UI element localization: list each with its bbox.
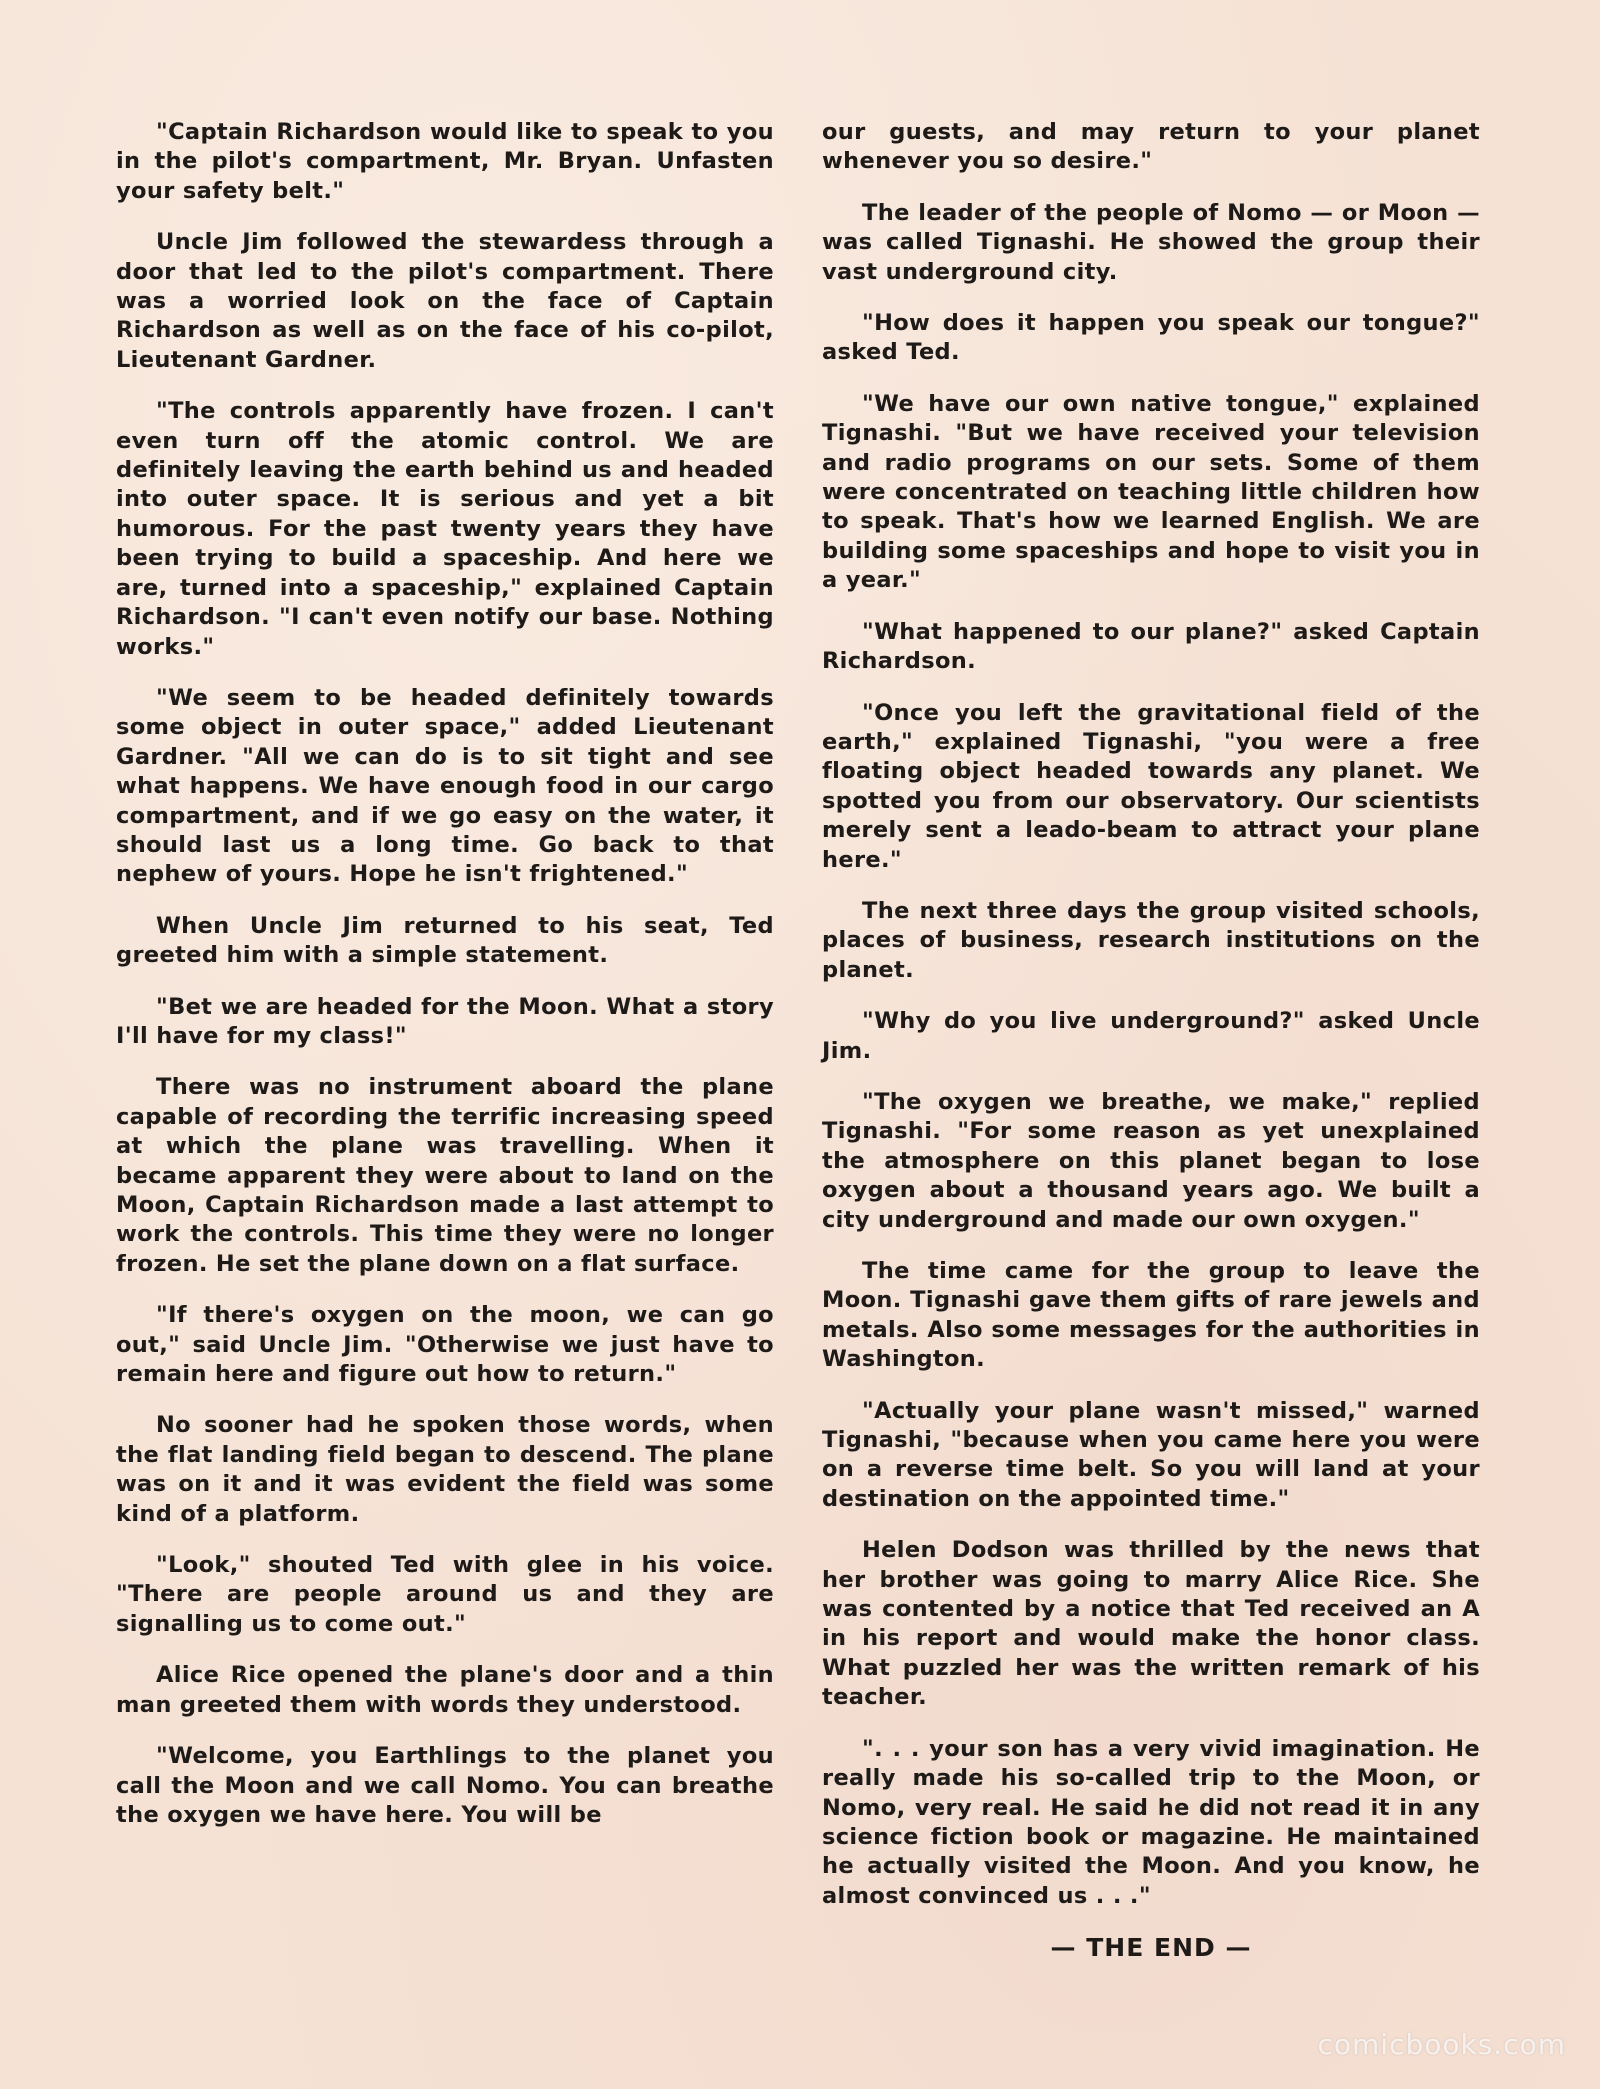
paragraph: "What happened to our plane?" asked Captain Richardson. xyxy=(822,618,1480,675)
paragraph: "We have our own native tongue," explained Tignashi. "But we have received your television and radio programs on our sets. Some of them were concentrated on teaching little children how to speak. That's how we learned English. We are building some spaceships and hope to visit you in a year." xyxy=(822,390,1480,594)
paragraph: "Bet we are headed for the Moon. What a story I'll have for my class!" xyxy=(116,993,774,1049)
paragraph: When Uncle Jim returned to his seat, Ted greeted him with a simple statement. xyxy=(116,912,774,969)
paragraph: The next three days the group visited schools, places of business, research institutions on the planet. xyxy=(822,897,1480,983)
paragraph-continued: our guests, and may return to your planet whenever you so desire." xyxy=(822,119,1480,175)
paragraph: Alice Rice opened the plane's door and a thin man greeted them with words they understood. xyxy=(116,1662,774,1718)
site-watermark: comicbooks.com xyxy=(1317,2028,1566,2061)
paragraph: "Why do you live underground?" asked Uncle Jim. xyxy=(822,1008,1480,1064)
paragraph: "Welcome, you Earthlings to the planet you call the Moon and we call Nomo. You can breathe the oxygen we have here. You will be xyxy=(116,1743,774,1828)
paragraph: "Actually your plane wasn't missed," warned Tignashi, "because when you came here you were on a reverse time belt. So you will land at your destination on the appointed time." xyxy=(822,1397,1480,1512)
paragraph: ". . . your son has a very vivid imagination. He really made his so-called trip to the Moon, or Nomo, very real. He said he did not read it in any science fiction book or magazine. He maintained he actually visited the Moon. And you know, he almost convinced us . . ." xyxy=(822,1735,1480,1909)
paragraph: "Once you left the gravitational field of the earth," explained Tignashi, "you were a free floating object headed towards any planet. We spotted you from our observatory. Our scientists merely sent a leado-beam to attract your plane here." xyxy=(822,699,1480,873)
the-end-label: — THE END — xyxy=(1050,1933,1252,1963)
left-text-column xyxy=(116,118,774,1852)
paragraph: Uncle Jim followed the stewardess through a door that led to the pilot's compartment. There was a worried look on the face of Captain Richardson as well as on the face of his co-pilot, Lieutenant Gardner. xyxy=(116,229,774,373)
paragraph: "If there's oxygen on the moon, we can go out," said Uncle Jim. "Otherwise we just have to remain here and figure out how to return." xyxy=(116,1302,774,1388)
paragraph: "The controls apparently have frozen. I can't even turn off the atomic control. We are definitely leaving the earth behind us and headed into outer space. It is serious and yet a bit humorous. For the past twenty years they have been trying to build a spaceship. And here we are, turned into a spaceship," explained Captain Richardson. "I can't even notify our base. Nothing works." xyxy=(116,398,774,660)
paragraph: "We seem to be headed definitely towards some object in outer space," added Lieutenant Gardner. "All we can do is to sit tight and see what happens. We have enough food in our cargo compartment, and if we go easy on the water, it should last us a long time. Go back to that nephew of yours. Hope he isn't frightened." xyxy=(116,684,774,888)
paragraph: "The oxygen we breathe, we make," replied Tignashi. "For some reason as yet unexplained the atmosphere on this planet began to lose oxygen about a thousand years ago. We built a city underground and made our own oxygen." xyxy=(822,1088,1480,1233)
paragraph: The time came for the group to leave the Moon. Tignashi gave them gifts of rare jewels and metals. Also some messages for the authorities in Washington. xyxy=(822,1258,1480,1373)
paragraph: "Captain Richardson would like to speak to you in the pilot's compartment, Mr. Bryan. Unfasten your safety belt." xyxy=(116,119,774,204)
paragraph: "Look," shouted Ted with glee in his voice. "There are people around us and they are signalling us to come out." xyxy=(116,1552,774,1637)
paragraph: Helen Dodson was thrilled by the news that her brother was going to marry Alice Rice. She was contented by a notice that Ted received an A in his report and would make the honor class. What puzzled her was the written remark of his teacher. xyxy=(822,1537,1480,1711)
paragraph: "How does it happen you speak our tongue?" asked Ted. xyxy=(822,310,1480,366)
right-text-column xyxy=(822,118,1480,1963)
paragraph: No sooner had he spoken those words, when the flat landing field began to descend. The plane was on it and it was evident the field was some kind of a platform. xyxy=(116,1412,774,1527)
paragraph: There was no instrument aboard the plane capable of recording the terrific increasing speed at which the plane was travelling. When it became apparent they were about to land on the Moon, Captain Richardson made a last attempt to work the controls. This time they were no longer frozen. He set the plane down on a flat surface. xyxy=(116,1074,774,1277)
paragraph: The leader of the people of Nomo — or Moon — was called Tignashi. He showed the group their vast underground city. xyxy=(822,199,1480,285)
